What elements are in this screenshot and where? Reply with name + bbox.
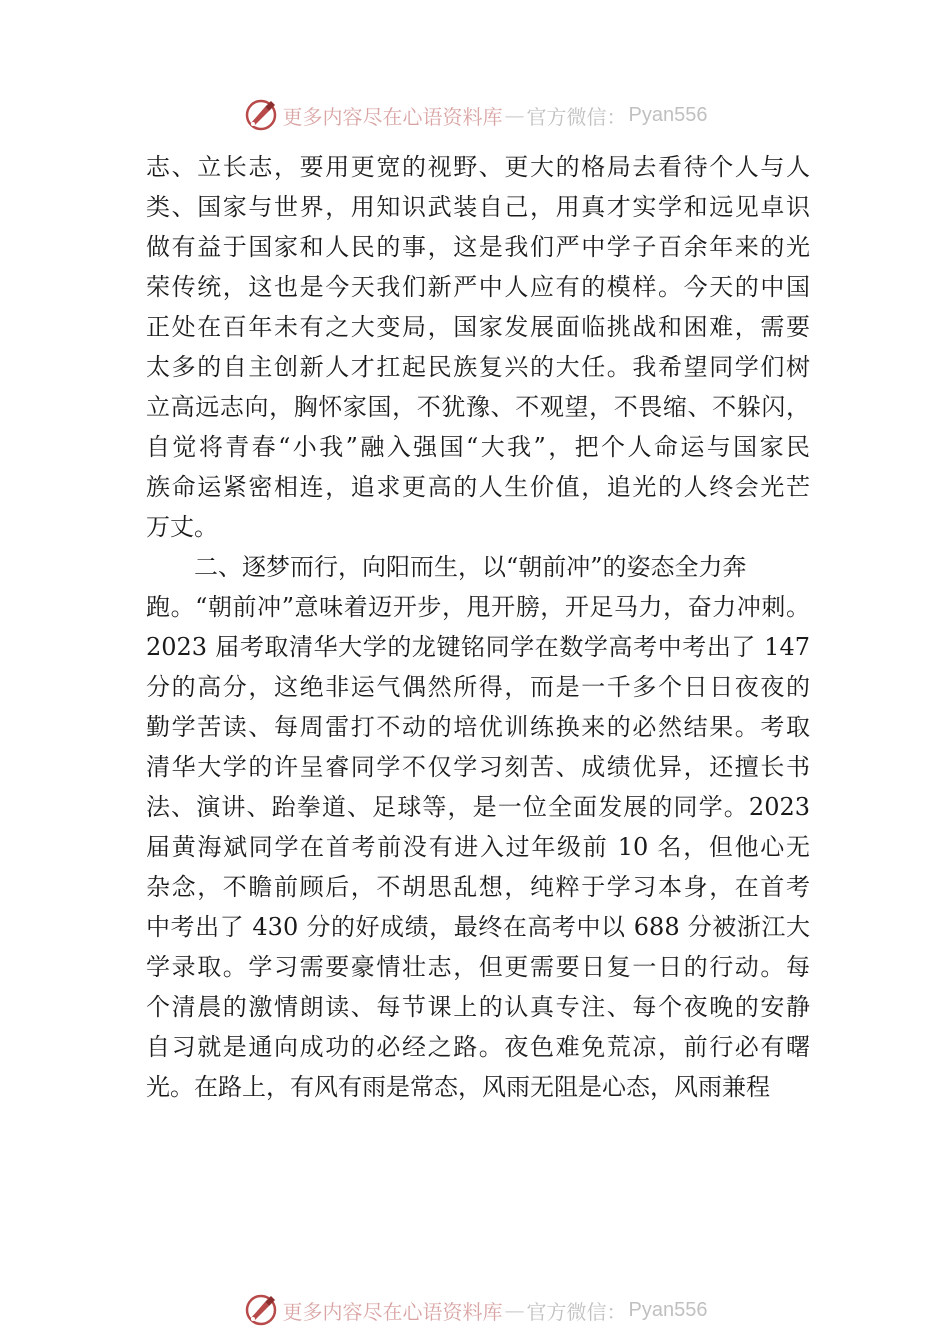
header-banner — [0, 95, 950, 135]
text-line: 自习就是通向成功的必经之路。夜色难免荒凉，前行必有曙 — [146, 1033, 810, 1061]
text-line: 族命运紧密相连，追求更高的人生价值，追光的人终会光芒 — [146, 473, 810, 501]
pen-logo-icon — [243, 1292, 279, 1328]
text-line: 个清晨的激情朗读、每节课上的认真专注、每个夜晚的安静 — [146, 993, 810, 1021]
text-line: 2023 届考取清华大学的龙键铭同学在数学高考中考出了 147 — [146, 633, 810, 661]
text-line: 跑。“朝前冲”意味着迈开步，甩开膀，开足马力，奋力冲刺。 — [146, 593, 810, 621]
text-line: 太多的自主创新人才扛起民族复兴的大任。我希望同学们树 — [146, 353, 810, 381]
text-line: 法、演讲、跆拳道、足球等，是一位全面发展的同学。2023 — [146, 793, 810, 821]
text-line: 中考出了 430 分的好成绩，最终在高考中以 688 分被浙江大 — [146, 913, 810, 941]
banner-dash: — — [504, 103, 525, 127]
text-line: 勤学苦读、每周雷打不动的培优训练换来的必然结果。考取 — [146, 713, 810, 741]
text-line: 自觉将青春“小我”融入强国“大我”，把个人命运与国家民 — [146, 433, 810, 461]
text-line: 光。在路上，有风有雨是常态，风雨无阻是心态，风雨兼程 — [146, 1073, 770, 1101]
text-line: 杂念，不瞻前顾后，不胡思乱想，纯粹于学习本身，在首考 — [146, 873, 810, 901]
banner-wechat-id: Pyan556 — [628, 1298, 708, 1321]
text-line: 万丈。 — [146, 513, 218, 541]
text-line: 分的高分，这绝非运气偶然所得，而是一千多个日日夜夜的 — [146, 673, 810, 701]
text-line: 清华大学的许呈睿同学不仅学习刻苦、成绩优异，还擅长书 — [146, 753, 810, 781]
banner-prefix-text: 更多内容尽在心语资料库 — [282, 1299, 503, 1324]
banner-dash: — — [504, 1298, 525, 1322]
footer-banner — [0, 1290, 950, 1330]
text-line: 荣传统，这也是今天我们新严中人应有的模样。今天的中国 — [146, 273, 810, 301]
text-line: 届黄海斌同学在首考前没有进入过年级前 10 名，但他心无 — [146, 833, 810, 861]
paragraph-2 — [146, 547, 810, 1107]
document-body — [146, 147, 810, 1107]
text-line: 类、国家与世界，用知识武装自己，用真才实学和远见卓识 — [146, 193, 810, 221]
paragraph-1 — [146, 147, 810, 547]
banner-wechat-label: 官方微信： — [526, 1299, 627, 1324]
text-line: 立高远志向，胸怀家国，不犹豫、不观望，不畏缩、不躲闪， — [146, 393, 810, 421]
pen-logo-icon — [243, 97, 279, 133]
text-line: 二、逐梦而行，向阳而生，以“朝前冲”的姿态全力奔 — [194, 553, 747, 581]
text-line: 志、立长志，要用更宽的视野、更大的格局去看待个人与人 — [146, 153, 810, 181]
text-line: 学录取。学习需要豪情壮志，但更需要日复一日的行动。每 — [146, 953, 810, 981]
text-line: 正处在百年未有之大变局，国家发展面临挑战和困难，需要 — [146, 313, 810, 341]
banner-wechat-id: Pyan556 — [628, 103, 708, 126]
banner-wechat-label: 官方微信： — [526, 104, 627, 129]
banner-prefix-text: 更多内容尽在心语资料库 — [282, 104, 503, 129]
text-line: 做有益于国家和人民的事，这是我们严中学子百余年来的光 — [146, 233, 810, 261]
